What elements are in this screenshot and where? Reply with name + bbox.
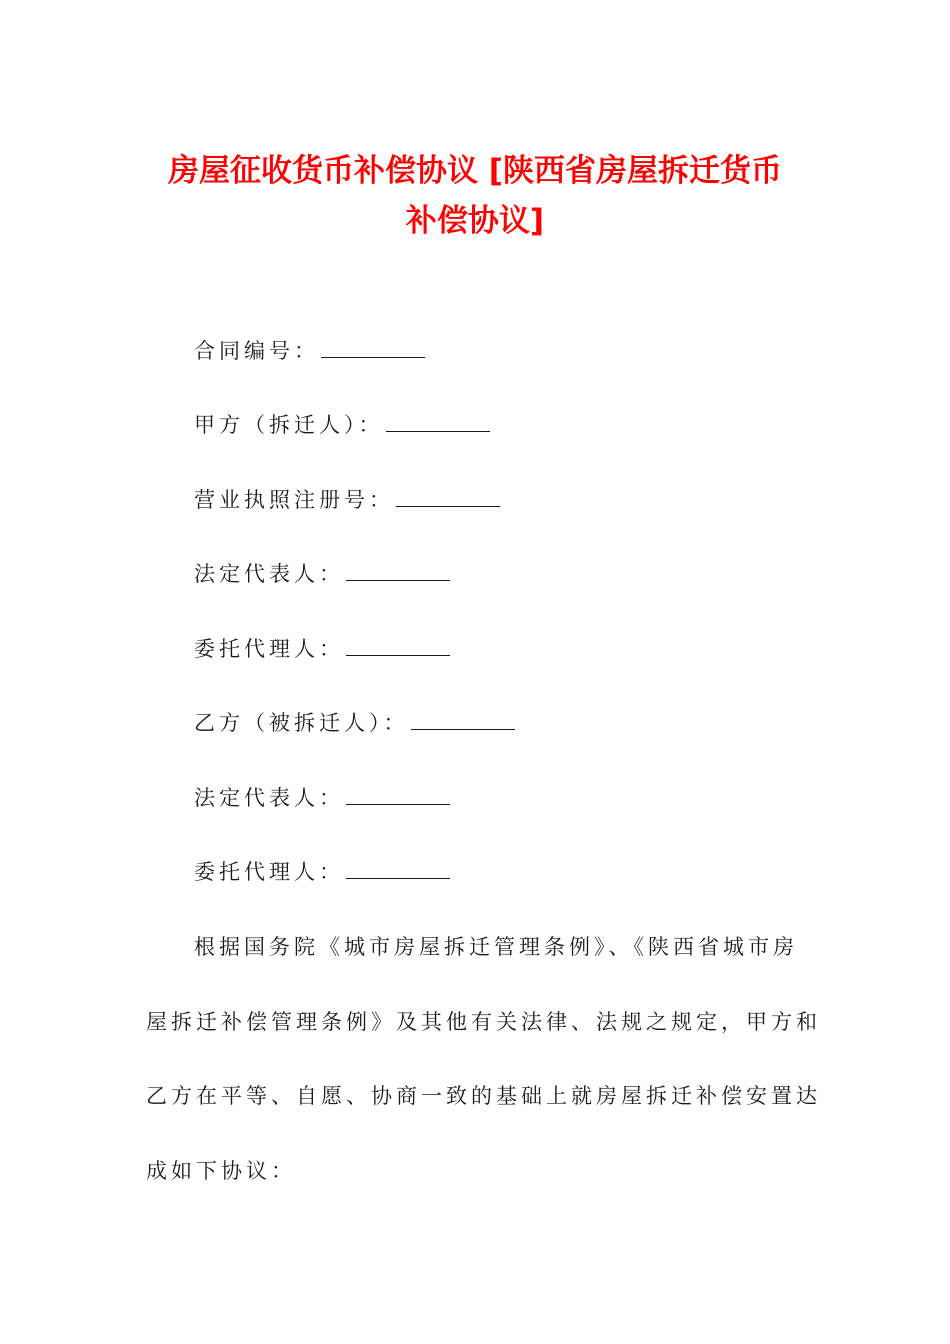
field-party-b bbox=[194, 708, 515, 738]
blank-line bbox=[411, 709, 515, 730]
field-contract-number bbox=[194, 336, 425, 366]
title-line-1: 房屋征收货币补偿协议 [陕西省房屋拆迁货币 bbox=[168, 153, 782, 189]
paragraph-line-3: 乙方在平等、自愿、协商一致的基础上就房屋拆迁补偿安置达 bbox=[146, 1084, 821, 1108]
document-title bbox=[120, 146, 830, 246]
paragraph-line-1: 根据国务院《城市房屋拆迁管理条例》、《陕西省城市房 bbox=[194, 935, 798, 959]
field-legal-representative-b bbox=[194, 783, 450, 813]
blank-line bbox=[346, 784, 450, 805]
blank-line bbox=[346, 858, 450, 879]
field-label: 法定代表人： bbox=[194, 562, 344, 586]
title-line-2: 补偿协议] bbox=[405, 203, 545, 239]
field-label: 甲方（拆迁人）： bbox=[194, 413, 384, 437]
field-label: 营业执照注册号： bbox=[194, 488, 394, 512]
field-label: 委托代理人： bbox=[194, 637, 344, 661]
field-party-a bbox=[194, 410, 490, 440]
blank-line bbox=[386, 411, 490, 432]
field-agent-a bbox=[194, 634, 450, 664]
field-label: 法定代表人： bbox=[194, 786, 344, 810]
blank-line bbox=[396, 486, 500, 507]
field-agent-b bbox=[194, 857, 450, 887]
paragraph-line-2: 屋拆迁补偿管理条例》及其他有关法律、法规之规定，甲方和 bbox=[146, 1010, 821, 1034]
field-legal-representative-a bbox=[194, 559, 450, 589]
field-label: 委托代理人： bbox=[194, 860, 344, 884]
blank-line bbox=[346, 560, 450, 581]
paragraph-line-4: 成如下协议： bbox=[146, 1159, 296, 1183]
field-label: 乙方（被拆迁人）： bbox=[194, 711, 409, 735]
blank-line bbox=[321, 337, 425, 358]
field-label: 合同编号： bbox=[194, 339, 319, 363]
field-business-license bbox=[194, 485, 500, 515]
blank-line bbox=[346, 635, 450, 656]
